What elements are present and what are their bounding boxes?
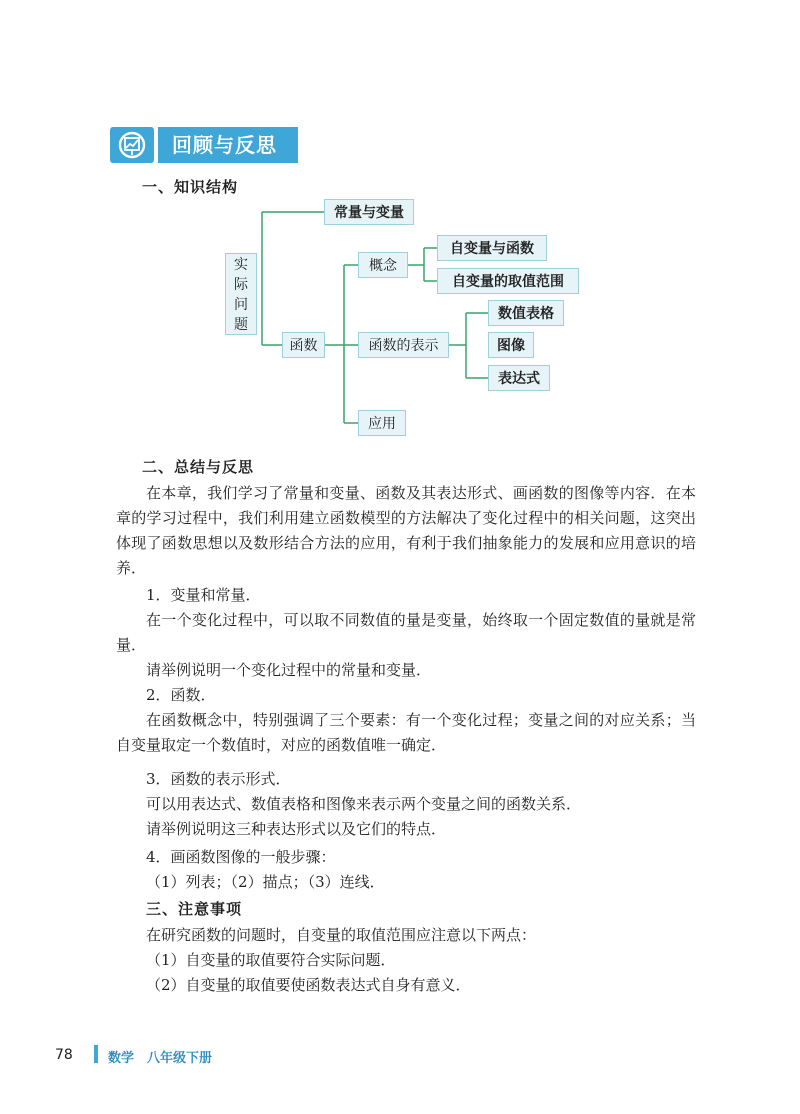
node-char: 问 (234, 297, 248, 313)
summary-intro: 在本章，我们学习了常量和变量、函数及其表达形式、画函数的图像等内容．在本章的学习过程中，我们利用建立函数模型的方法解决了变化过程中的相关问题，这突出体现了函数思想以及数形结合方法的应用，有利于我们抽象能力的发展和应用意识的培养． (116, 484, 696, 577)
node-char: 际 (234, 277, 248, 293)
page-title: 回顾与反思 (172, 133, 277, 157)
footer-book-title: 数学 八年级下册 (108, 1051, 213, 1066)
item1-text: 在一个变化过程中，可以取不同数值的量是变量，始终取一个固定数值的量就是常量． (116, 611, 696, 654)
node-constants-variables: 常量与变量 (324, 199, 414, 225)
item4-steps: （1）列表；（2）描点；（3）连线． (146, 873, 385, 891)
node-value-table: 数值表格 (488, 300, 564, 326)
page-number: 78 (55, 1047, 73, 1063)
item2-title: 2．函数． (146, 686, 216, 704)
knowledge-structure-diagram (0, 0, 800, 450)
node-concept: 概念 (358, 252, 408, 278)
node-variable-function: 自变量与函数 (437, 235, 547, 261)
notes-intro: 在研究函数的问题时，自变量的取值范围应注意以下两点： (146, 926, 537, 944)
item3-text: 可以用表达式、数值表格和图像来表示两个变量之间的函数关系． (146, 795, 582, 813)
notes-point1: （1）自变量的取值要符合实际问题． (146, 951, 396, 969)
notes-point2: （2）自变量的取值要使函数表达式自身有意义． (146, 976, 471, 994)
node-graph: 图像 (488, 332, 534, 358)
item3-title: 3．函数的表示形式． (146, 770, 291, 788)
node-domain: 自变量的取值范围 (437, 268, 579, 294)
item1-prompt: 请举例说明一个变化过程中的常量和变量． (146, 661, 432, 679)
node-practical-problem (225, 253, 257, 335)
footer-divider (94, 1045, 98, 1063)
item4-title: 4．画函数图像的一般步骤： (146, 848, 336, 866)
node-char: 题 (234, 317, 248, 333)
node-expression: 表达式 (488, 365, 550, 391)
node-char: 实 (234, 257, 248, 273)
section-title-structure: 一、知识结构 (142, 178, 239, 196)
item2-text: 在函数概念中，特别强调了三个要素：有一个变化过程；变量之间的对应关系；当自变量取定一个数值时，对应的函数值唯一确定． (116, 711, 696, 754)
section-title-summary: 二、总结与反思 (142, 458, 255, 476)
node-function: 函数 (282, 332, 325, 358)
section-title-notes: 三、注意事项 (146, 900, 243, 918)
item1-title: 1．变量和常量． (146, 586, 261, 604)
item3-prompt: 请举例说明这三种表达形式以及它们的特点． (146, 820, 447, 838)
node-application: 应用 (358, 410, 406, 436)
node-representation: 函数的表示 (358, 332, 449, 358)
